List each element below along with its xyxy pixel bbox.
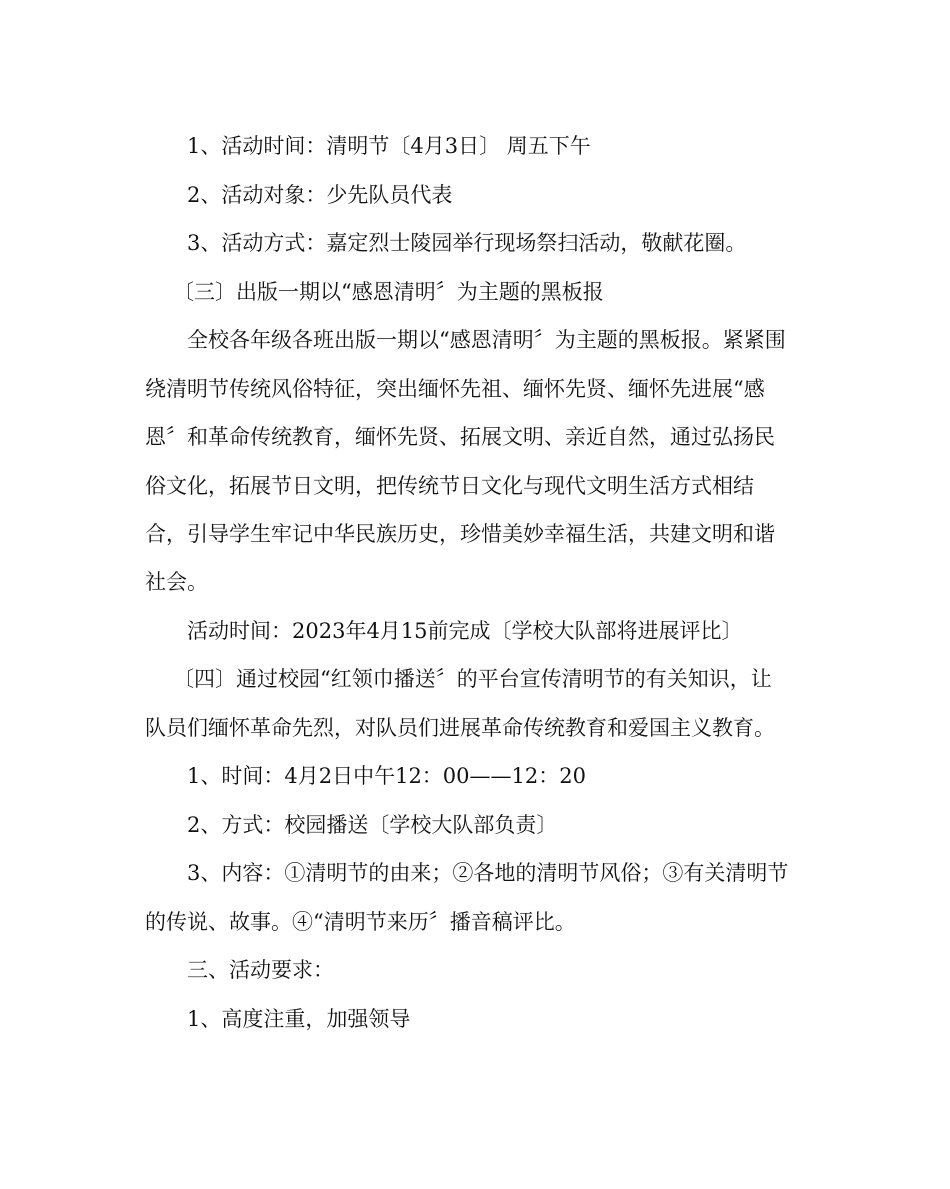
line-broadcast-content-1: 3、内容：①清明节的由来；②各地的清明节风俗；③有关清明节 bbox=[187, 861, 789, 885]
line-broadcast-time: 1、时间：4月2日中午12：00——12：20 bbox=[187, 764, 586, 788]
section-heading-requirements: 三、活动要求： bbox=[187, 958, 334, 982]
line-blackboard-deadline: 活动时间：2023年4月15前完成〔学校大队部将进展评比〕 bbox=[187, 619, 743, 643]
paragraph-blackboard-line-5: 合，引导学生牢记中华民族历史，珍惜美妙幸福生活，共建文明和谐 bbox=[145, 522, 775, 546]
line-broadcast-content-2: 的传说、故事。④“清明节来历〞播音稿评比。 bbox=[145, 910, 576, 934]
paragraph-broadcast-line-2: 队员们缅怀革命先烈，对队员们进展革命传统教育和爱国主义教育。 bbox=[145, 716, 775, 740]
paragraph-blackboard-line-1: 全校各年级各班出版一期以“感恩清明〞为主题的黑板报。紧紧围 bbox=[187, 328, 786, 352]
paragraph-blackboard-line-3: 恩〞和革命传统教育，缅怀先贤、拓展文明、亲近自然，通过弘扬民 bbox=[145, 425, 775, 449]
paragraph-blackboard-line-4: 俗文化，拓展节日文明，把传统节日文化与现代文明生活方式相结 bbox=[145, 474, 754, 498]
line-broadcast-method: 2、方式：校园播送〔学校大队部负责〕 bbox=[187, 813, 558, 837]
paragraph-blackboard-line-2: 绕清明节传统风俗特征，突出缅怀先祖、缅怀先贤、缅怀先进展“感 bbox=[145, 377, 765, 401]
line-activity-time: 1、活动时间：清明节〔4月3日〕 周五下午 bbox=[187, 134, 591, 158]
paragraph-blackboard-line-6: 社会。 bbox=[145, 570, 208, 594]
section-heading-broadcast: 〔四〕通过校园“红领巾播送〞的平台宣传清明节的有关知识，让 bbox=[173, 667, 772, 691]
line-activity-target: 2、活动对象：少先队员代表 bbox=[187, 183, 453, 207]
line-requirement-1: 1、高度注重，加强领导 bbox=[187, 1007, 411, 1031]
line-activity-method: 3、活动方式：嘉定烈士陵园举行现场祭扫活动，敬献花圈。 bbox=[187, 231, 747, 255]
section-heading-blackboard: 〔三〕出版一期以“感恩清明〞为主题的黑板报 bbox=[173, 280, 604, 304]
